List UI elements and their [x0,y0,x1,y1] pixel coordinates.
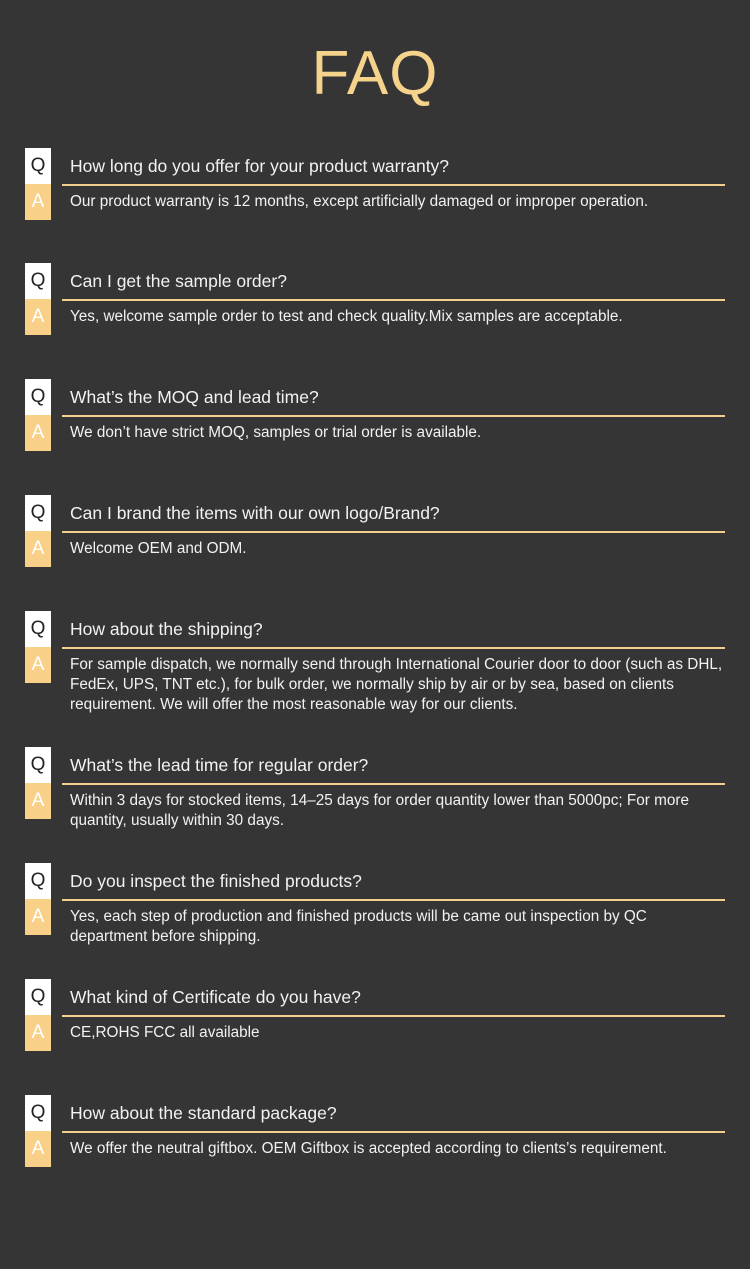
question-badge: Q [25,863,51,899]
divider [62,415,725,417]
question-badge: Q [25,1095,51,1131]
divider [62,1131,725,1133]
faq-answer: Yes, welcome sample order to test and check quality.Mix samples are acceptable. [70,308,623,325]
faq-question: What’s the lead time for regular order? [70,755,369,775]
question-badge: Q [25,979,51,1015]
divider [62,783,725,785]
answer-badge: A [25,415,51,451]
question-badge: Q [25,263,51,299]
faq-question: How long do you offer for your product warranty? [70,156,450,176]
answer-badge: A [25,299,51,335]
answer-badge: A [25,184,51,220]
faq-answer: Welcome OEM and ODM. [70,540,247,557]
faq-question: Can I get the sample order? [70,271,287,291]
page-title: FAQ [311,39,439,108]
divider [62,647,725,649]
answer-badge: A [25,1131,51,1167]
faq-answer: For sample dispatch, we normally send through International Courier door to door (such as DHL, FedEx, UPS, TNT etc.), for bulk order, we normally ship by air or by sea, based on clients requirement. We will offer the most reasonable way for our clients. [70,656,723,713]
question-badge: Q [25,148,51,184]
answer-badge: A [25,1015,51,1051]
question-badge: Q [25,379,51,415]
divider [62,184,725,186]
faq-answer: Yes, each step of production and finished products will be came out inspection by QC department before shipping. [70,908,647,945]
faq-question: Can I brand the items with our own logo/Brand? [70,503,440,523]
question-badge: Q [25,747,51,783]
question-badge: Q [25,495,51,531]
divider [62,299,725,301]
faq-answer: CE,ROHS FCC all available [70,1024,260,1041]
divider [62,1015,725,1017]
answer-badge: A [25,899,51,935]
faq-question: What’s the MOQ and lead time? [70,387,319,407]
divider [62,531,725,533]
faq-answer: Our product warranty is 12 months, except artificially damaged or improper operation. [70,193,649,210]
answer-badge: A [25,783,51,819]
answer-badge: A [25,531,51,567]
question-badge: Q [25,611,51,647]
faq-answer: We offer the neutral giftbox. OEM Giftbox is accepted according to clients’s requirement. [70,1140,667,1157]
faq-question: What kind of Certificate do you have? [70,987,361,1007]
faq-answer: We don’t have strict MOQ, samples or trial order is available. [70,424,482,441]
faq-question: How about the standard package? [70,1103,337,1123]
divider [62,899,725,901]
faq-answer: Within 3 days for stocked items, 14–25 days for order quantity lower than 5000pc; For more quantity, usually within 30 days. [70,792,689,829]
faq-question: How about the shipping? [70,619,263,639]
faq-question: Do you inspect the finished products? [70,871,362,891]
answer-badge: A [25,647,51,683]
